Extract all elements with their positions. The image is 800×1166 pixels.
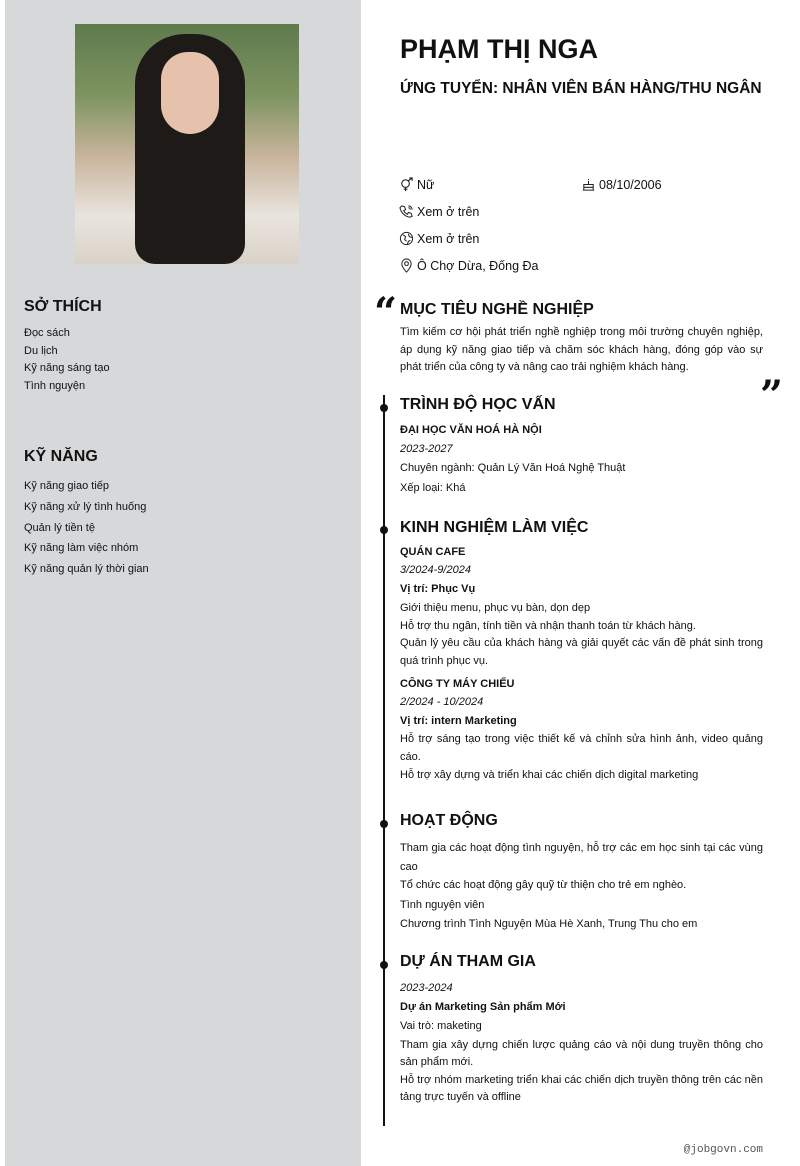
skill-item: Kỹ năng làm việc nhóm <box>24 542 139 555</box>
website-value: Xem ở trên <box>417 231 480 246</box>
experience-title: KINH NGHIỆM LÀM VIỆC <box>400 519 589 536</box>
skill-item: Kỹ năng quản lý thời gian <box>24 563 149 576</box>
activity-item: Tham gia các hoạt động tình nguyện, hỗ trợ các em học sinh tại các vùng cao <box>400 842 763 873</box>
education-section <box>400 396 763 498</box>
open-quote-icon: “ <box>374 289 398 336</box>
applied-position: ỨNG TUYỂN: NHÂN VIÊN BÁN HÀNG/THU NGÂN <box>400 80 762 97</box>
globe-icon <box>399 231 414 246</box>
birthday-row <box>581 177 662 192</box>
gender-icon <box>399 177 414 192</box>
activities-section <box>400 812 763 935</box>
projects-section <box>400 953 763 1107</box>
activity-item: Tình nguyện viên <box>400 898 485 911</box>
timeline-line <box>383 395 385 1126</box>
education-major: Chuyên ngành: Quản Lý Văn Hoá Nghệ Thuật <box>400 462 626 474</box>
objective-section <box>400 301 763 377</box>
website-row <box>399 231 479 246</box>
activity-item: Tổ chức các hoạt động gây quỹ từ thiện cho trẻ em nghèo. <box>400 879 687 891</box>
job-detail: Giới thiệu menu, phục vụ bàn, dọn dẹp <box>400 602 591 614</box>
timeline-dot <box>380 820 388 828</box>
footer-watermark: @jobgovn.com <box>683 1144 763 1156</box>
timeline-dot <box>380 404 388 412</box>
skill-item: Kỹ năng xử lý tình huống <box>24 500 147 513</box>
skills-title: KỸ NĂNG <box>24 448 98 465</box>
job-company: CÔNG TY MÁY CHIẾU <box>400 678 515 690</box>
skills-list <box>24 476 149 580</box>
experience-section <box>400 519 763 784</box>
location-pin-icon <box>399 258 414 273</box>
phone-value: Xem ở trên <box>417 204 480 219</box>
school-name: ĐẠI HỌC VĂN HOÁ HÀ NỘI <box>400 424 542 436</box>
job-detail: Hỗ trợ sáng tạo trong việc thiết kế và chỉnh sửa hình ảnh, video quảng cáo. <box>400 733 763 763</box>
job-detail: Hỗ trợ xây dựng và triển khai các chiến dịch digital marketing <box>400 769 699 781</box>
hobby-item: Du lịch <box>24 344 58 357</box>
close-quote-icon: ” <box>760 372 784 419</box>
sidebar <box>5 0 361 1166</box>
education-title: TRÌNH ĐỘ HỌC VẤN <box>400 396 556 413</box>
skill-item: Quản lý tiền tệ <box>24 521 95 534</box>
project-name: Dự án Marketing Sản phẩm Mới <box>400 1001 566 1013</box>
hobbies-list <box>24 325 110 396</box>
hobby-item: Tình nguyện <box>24 380 86 393</box>
job-time: 2/2024 - 10/2024 <box>400 696 484 708</box>
projects-title: DỰ ÁN THAM GIA <box>400 953 536 970</box>
project-detail: Hỗ trợ nhóm marketing triển khai các chiến dịch truyền thông trên các nền tảng trực tuyến và offline <box>400 1073 763 1103</box>
timeline-dot <box>380 526 388 534</box>
gender-value: Nữ <box>417 177 435 192</box>
job-position: Vị trí: intern Marketing <box>400 715 517 727</box>
gender-row <box>399 177 434 192</box>
hobbies-title: SỞ THÍCH <box>24 298 102 315</box>
skill-item: Kỹ năng giao tiếp <box>24 480 110 492</box>
education-time: 2023-2027 <box>400 443 453 455</box>
objective-text: Tìm kiếm cơ hội phát triển nghề nghiệp trong môi trường chuyên nghiệp, áp dụng kỹ năng giao tiếp và chăm sóc khách hàng, đóng góp vào sự phát triển của công ty và nâng cao trải nghiệm khách hàng. <box>400 326 763 373</box>
phone-icon <box>399 204 414 219</box>
job-detail: Hỗ trợ thu ngân, tính tiền và nhận thanh toán từ khách hàng. <box>400 620 696 632</box>
project-detail: Tham gia xây dựng chiến lược quảng cáo và nội dung truyền thông cho sản phẩm mới. <box>400 1038 763 1068</box>
profile-photo <box>75 24 299 264</box>
objective-title: MỤC TIÊU NGHỀ NGHIỆP <box>400 301 594 318</box>
job-company: QUÁN CAFE <box>400 546 466 558</box>
candidate-name: PHẠM THỊ NGA <box>400 34 598 64</box>
job-item <box>400 675 763 784</box>
job-position: Vị trí: Phục Vụ <box>400 583 476 595</box>
job-item <box>400 543 763 670</box>
address-value: Ô Chợ Dừa, Đống Đa <box>417 258 539 273</box>
hobby-item: Đọc sách <box>24 327 70 339</box>
birthday-value: 08/10/2006 <box>599 177 662 192</box>
job-time: 3/2024-9/2024 <box>400 564 471 576</box>
job-detail: Quản lý yêu cầu của khách hàng và giải quyết các vấn đề phát sinh trong quá trình phục vụ. <box>400 637 763 667</box>
address-row <box>399 258 538 273</box>
phone-row <box>399 204 479 219</box>
activity-item: Chương trình Tình Nguyện Mùa Hè Xanh, Trung Thu cho em <box>400 918 698 930</box>
hobby-item: Kỹ năng sáng tạo <box>24 362 110 375</box>
activities-title: HOẠT ĐỘNG <box>400 812 498 829</box>
cake-icon <box>581 177 596 192</box>
project-role: Vai trò: maketing <box>400 1020 482 1032</box>
education-grade: Xếp loại: Khá <box>400 481 466 494</box>
timeline-dot <box>380 961 388 969</box>
project-time: 2023-2024 <box>400 982 453 994</box>
